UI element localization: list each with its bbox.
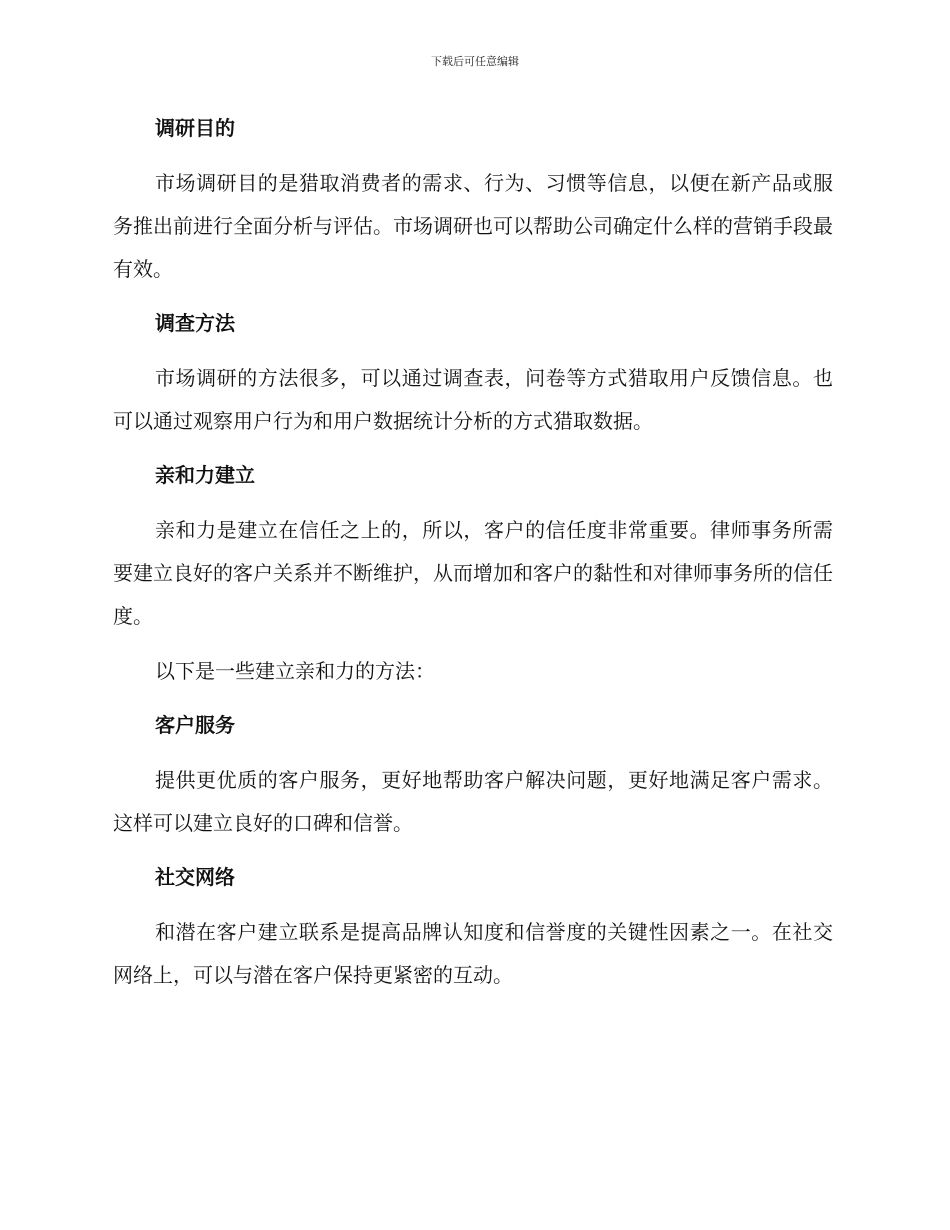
paragraph-survey-methods: 市场调研的方法很多，可以通过调查表，问卷等方式猎取用户反馈信息。也可以通过观察用户行为和用户数据统计分析的方式猎取数据。 xyxy=(113,366,833,433)
section-heading-research-purpose: 调研目的 xyxy=(155,116,235,140)
paragraph-rapport-building: 亲和力是建立在信任之上的，所以，客户的信任度非常重要。律师事务所需要建立良好的客户关系并不断维护，从而增加和客户的黏性和对律师事务所的信任度。 xyxy=(113,518,833,628)
section-heading-social-network: 社交网络 xyxy=(155,865,235,889)
section-heading-customer-service: 客户服务 xyxy=(155,713,235,737)
paragraph-research-purpose: 市场调研目的是猎取消费者的需求、行为、习惯等信息，以便在新产品或服务推出前进行全面分析与评估。市场调研也可以帮助公司确定什么样的营销手段最有效。 xyxy=(113,171,833,281)
paragraph-customer-service: 提供更优质的客户服务，更好地帮助客户解决问题，更好地满足客户需求。这样可以建立良好的口碑和信誉。 xyxy=(113,768,833,835)
page-header-note: 下载后可任意编辑 xyxy=(431,55,519,68)
paragraph-social-network: 和潜在客户建立联系是提高品牌认知度和信誉度的关键性因素之一。在社交网络上，可以与潜在客户保持更紧密的互动。 xyxy=(113,920,833,987)
section-heading-survey-methods: 调查方法 xyxy=(155,311,235,335)
paragraph-rapport-methods-intro: 以下是一些建立亲和力的方法： xyxy=(155,659,435,683)
document-body xyxy=(113,108,833,1009)
section-heading-rapport-building: 亲和力建立 xyxy=(155,463,255,487)
